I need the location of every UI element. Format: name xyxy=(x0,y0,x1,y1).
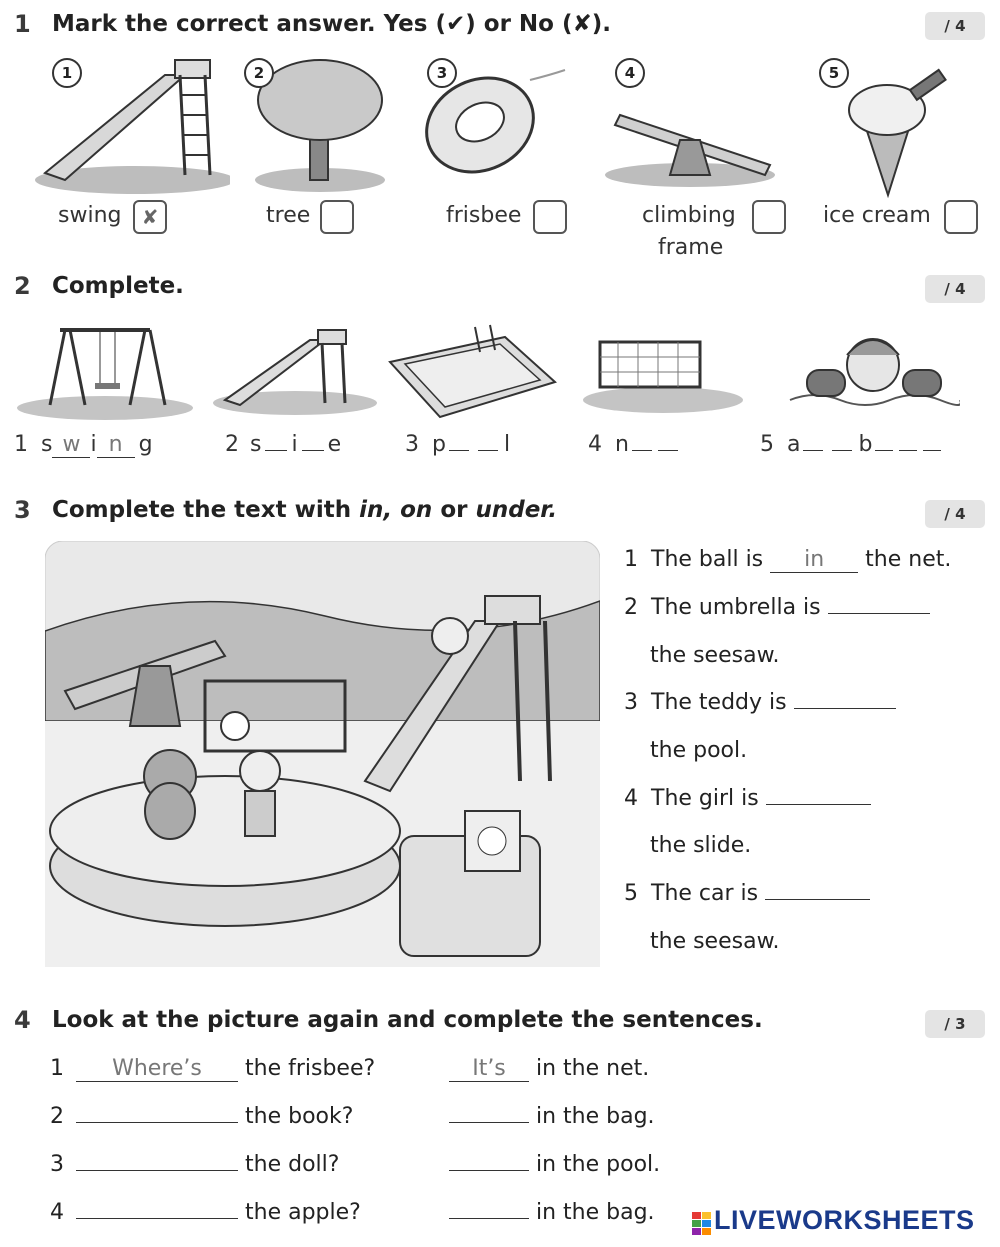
item-num: 5 xyxy=(760,432,774,457)
letter: i xyxy=(90,432,97,457)
title-text: Complete the text with xyxy=(52,497,360,523)
s4-row-3 xyxy=(50,1152,660,1177)
s3-line-5 xyxy=(624,881,870,906)
s3-blank-5[interactable] xyxy=(765,899,870,900)
answer-text: in the bag. xyxy=(536,1104,655,1129)
title-word-in: in, xyxy=(359,497,393,523)
section-1-title: Mark the correct answer. Yes (✔) or No (✘). xyxy=(52,11,612,37)
answer-box-1[interactable]: ✘ xyxy=(133,200,167,234)
blank-5[interactable] xyxy=(923,450,941,451)
question-blank-2[interactable] xyxy=(76,1122,238,1123)
line-text: The ball is xyxy=(651,547,764,572)
section-1-number: 1 xyxy=(14,10,31,38)
section-4-number: 4 xyxy=(14,1006,31,1034)
blank-3[interactable] xyxy=(875,450,893,451)
playground-scene-picture xyxy=(45,541,600,967)
word-tree: tree xyxy=(266,203,311,228)
blank-1[interactable] xyxy=(803,450,823,451)
line-num: 3 xyxy=(624,690,638,715)
answer-blank-4[interactable] xyxy=(449,1218,529,1219)
question-blank-4[interactable] xyxy=(76,1218,238,1219)
blank-4[interactable] xyxy=(899,450,917,451)
s3-line-1 xyxy=(624,547,951,573)
item-number-5: 5 xyxy=(819,58,849,88)
complete-item-2 xyxy=(225,432,341,457)
question-text: the apple? xyxy=(245,1200,361,1225)
answer-text: in the bag. xyxy=(536,1200,655,1225)
line-text: The car is xyxy=(651,881,759,906)
letter: e xyxy=(327,432,342,457)
s3-blank-1[interactable]: in xyxy=(770,547,858,573)
title-word-under: under. xyxy=(475,497,558,523)
s3-blank-2[interactable] xyxy=(828,613,930,614)
s4-row-2 xyxy=(50,1104,655,1129)
line-text: The teddy is xyxy=(651,690,787,715)
section-3-score: / 4 xyxy=(925,500,985,528)
s3-line-2b: the seesaw. xyxy=(650,643,780,668)
blank-1[interactable] xyxy=(265,450,287,451)
answer-blank-2[interactable] xyxy=(449,1122,529,1123)
blank-1[interactable] xyxy=(449,450,469,451)
line-text: The umbrella is xyxy=(651,595,821,620)
net-picture xyxy=(578,330,743,415)
section-4-score: / 3 xyxy=(925,1010,985,1038)
s4-row-4 xyxy=(50,1200,655,1225)
section-2-title: Complete. xyxy=(52,273,184,299)
word-climbing: climbing xyxy=(642,203,736,228)
liveworksheets-logo-icon xyxy=(692,1212,712,1236)
answer-box-5[interactable] xyxy=(944,200,978,234)
slide-picture-2 xyxy=(210,325,380,415)
letter: n xyxy=(615,432,629,457)
s3-blank-4[interactable] xyxy=(766,804,871,805)
item-number-4: 4 xyxy=(615,58,645,88)
s3-blank-3[interactable] xyxy=(794,708,896,709)
complete-item-5 xyxy=(760,432,944,457)
word-ice-cream: ice cream xyxy=(823,203,931,228)
item-num: 1 xyxy=(14,432,28,457)
line-num: 4 xyxy=(624,786,638,811)
s3-line-4 xyxy=(624,786,871,811)
swing-picture xyxy=(15,320,195,420)
section-2-score: / 4 xyxy=(925,275,985,303)
s3-line-3b: the pool. xyxy=(650,738,748,763)
section-4-title: Look at the picture again and complete the sentences. xyxy=(52,1007,763,1033)
letter: s xyxy=(41,432,53,457)
letter: p xyxy=(432,432,446,457)
row-num: 4 xyxy=(50,1200,64,1225)
letter: b xyxy=(858,432,873,457)
section-1-score: / 4 xyxy=(925,12,985,40)
letter: l xyxy=(503,432,511,457)
blank-2[interactable] xyxy=(658,450,678,451)
title-or: or xyxy=(432,497,476,523)
item-number-1: 1 xyxy=(52,58,82,88)
s3-line-2 xyxy=(624,595,930,620)
answer-box-3[interactable] xyxy=(533,200,567,234)
blank-2[interactable] xyxy=(302,450,324,451)
blank-2[interactable] xyxy=(478,450,498,451)
letter: i xyxy=(291,432,298,457)
answer-blank-1[interactable]: It’s xyxy=(449,1056,529,1082)
answer-box-2[interactable] xyxy=(320,200,354,234)
item-num: 2 xyxy=(225,432,239,457)
answer-text: in the net. xyxy=(536,1056,650,1081)
question-blank-1[interactable]: Where’s xyxy=(76,1056,238,1082)
s3-line-5b: the seesaw. xyxy=(650,929,780,954)
answer-text: in the pool. xyxy=(536,1152,661,1177)
letter: s xyxy=(250,432,262,457)
s4-row-1 xyxy=(50,1056,649,1082)
blank-1[interactable] xyxy=(632,450,652,451)
item-number-3: 3 xyxy=(427,58,457,88)
complete-item-1 xyxy=(14,432,153,458)
complete-item-4 xyxy=(588,432,681,457)
line-num: 5 xyxy=(624,881,638,906)
question-text: the doll? xyxy=(245,1152,340,1177)
row-num: 3 xyxy=(50,1152,64,1177)
liveworksheets-brand[interactable]: LIVEWORKSHEETS xyxy=(714,1205,975,1235)
seesaw-picture xyxy=(600,95,780,190)
answer-blank-3[interactable] xyxy=(449,1170,529,1171)
letter: g xyxy=(138,432,153,457)
blank-2[interactable] xyxy=(832,450,852,451)
ice-cream-picture xyxy=(840,65,950,200)
complete-item-3 xyxy=(405,432,510,457)
section-2-number: 2 xyxy=(14,272,31,300)
row-num: 2 xyxy=(50,1104,64,1129)
line-num: 1 xyxy=(624,547,638,572)
word-swing: swing xyxy=(58,203,122,228)
letter: a xyxy=(787,432,801,457)
blank-2[interactable]: n xyxy=(97,432,135,458)
section-3-number: 3 xyxy=(14,496,31,524)
title-word-on: on xyxy=(400,497,433,523)
question-text: the frisbee? xyxy=(245,1056,376,1081)
line-text: The girl is xyxy=(651,786,759,811)
s3-line-3 xyxy=(624,690,896,715)
s3-line-4b: the slide. xyxy=(650,833,752,858)
item-number-2: 2 xyxy=(244,58,274,88)
armbands-picture xyxy=(785,325,960,420)
section-3-title xyxy=(52,497,557,523)
word-frame: frame xyxy=(658,235,724,260)
row-num: 1 xyxy=(50,1056,64,1081)
answer-box-4[interactable] xyxy=(752,200,786,234)
blank-1[interactable]: w xyxy=(52,432,90,458)
line-tail: the net. xyxy=(865,547,952,572)
line-num: 2 xyxy=(624,595,638,620)
item-num: 4 xyxy=(588,432,602,457)
question-blank-3[interactable] xyxy=(76,1170,238,1171)
pool-picture xyxy=(385,322,560,422)
item-num: 3 xyxy=(405,432,419,457)
question-text: the book? xyxy=(245,1104,354,1129)
word-frisbee: frisbee xyxy=(446,203,522,228)
